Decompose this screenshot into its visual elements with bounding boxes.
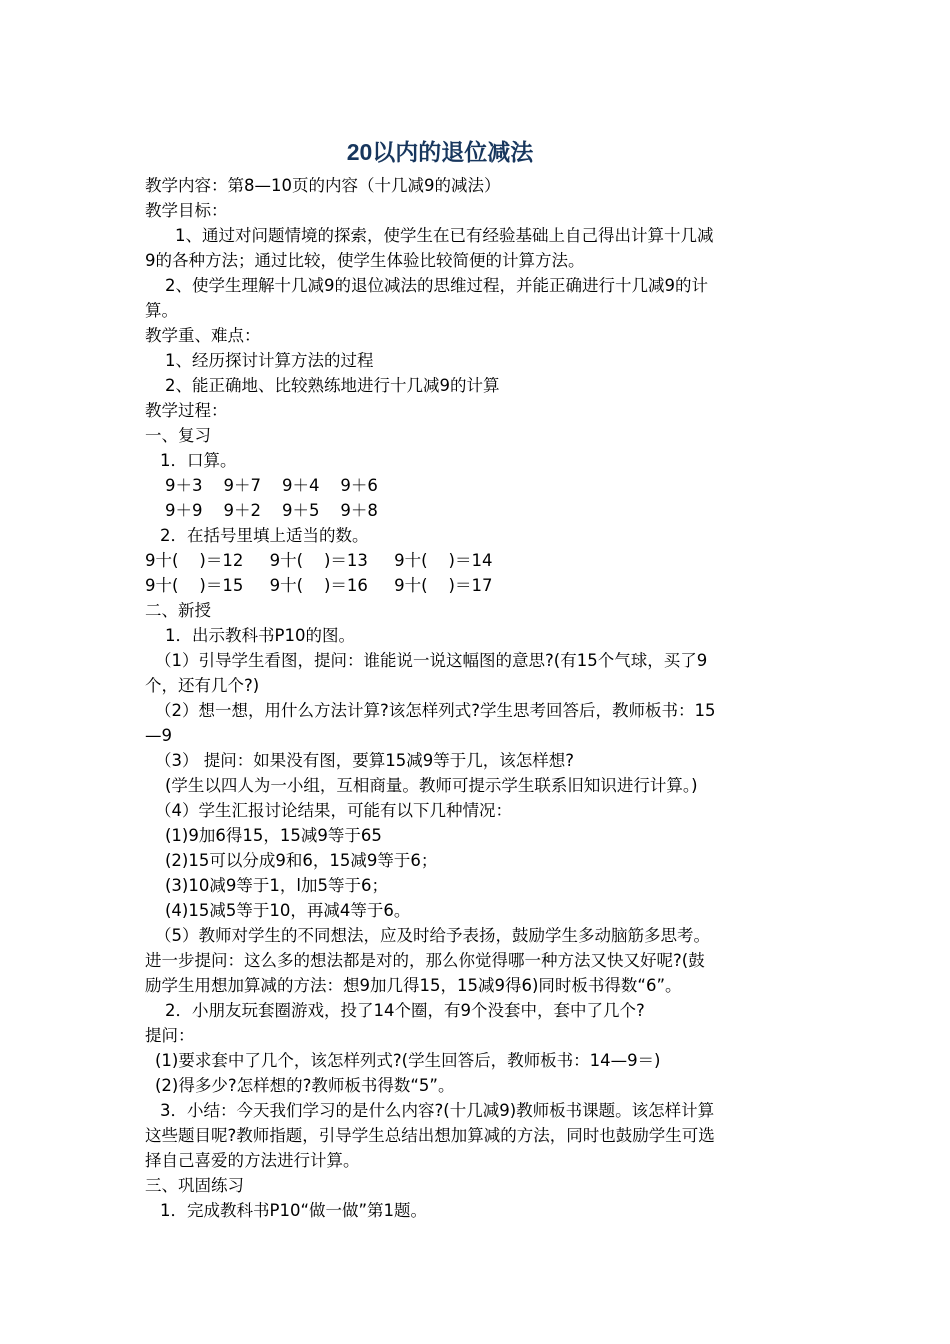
text-line: (学生以四人为一小组，互相商量。教师可提示学生联系旧知识进行计算。) bbox=[165, 776, 698, 795]
text-line: (1)9加6得15，15减9等于65 bbox=[165, 826, 382, 845]
text-line: （1）引导学生看图，提问：谁能说一说这幅图的意思?(有15个气球，买了9 bbox=[155, 651, 708, 670]
text-line: (4)15减5等于10，再减4等于6。 bbox=[165, 901, 411, 920]
text-line: 2、能正确地、比较熟练地进行十几减9的计算 bbox=[165, 376, 500, 395]
text-line: 9的各种方法；通过比较，使学生体验比较简便的计算方法。 bbox=[145, 251, 585, 270]
text-line: 二、新授 bbox=[145, 601, 211, 620]
text-line: 2．在括号里填上适当的数。 bbox=[160, 526, 369, 545]
text-line: (1)要求套中了几个，该怎样列式?(学生回答后，教师板书：14—9＝) bbox=[155, 1051, 661, 1070]
text-line: 教学过程： bbox=[145, 401, 228, 420]
document-title: 20以内的退位减法 bbox=[346, 139, 534, 165]
text-line: 教学内容：第8—10页的内容（十几减9的减法） bbox=[145, 176, 501, 195]
text-line: 9＋9 9＋2 9＋5 9＋8 bbox=[165, 501, 378, 520]
text-line: 9＋3 9＋7 9＋4 9＋6 bbox=[165, 476, 378, 495]
text-line: —9 bbox=[145, 726, 172, 745]
text-line: （5）教师对学生的不同想法，应及时给予表扬，鼓励学生多动脑筋多思考。 bbox=[155, 926, 710, 945]
text-line: 1．出示教科书P10的图。 bbox=[165, 626, 355, 645]
text-line: （3） 提问：如果没有图，要算15减9等于几，该怎样想? bbox=[155, 751, 574, 770]
text-line: 9十( )＝12 9十( )＝13 9十( )＝14 bbox=[145, 551, 493, 570]
text-line: 励学生用想加算减的方法：想9加几得15，15减9得6)同时板书得数“6”。 bbox=[145, 976, 682, 995]
text-line: 三、巩固练习 bbox=[145, 1176, 244, 1195]
text-line: （4）学生汇报讨论结果，可能有以下几种情况： bbox=[155, 801, 512, 820]
text-line: 这些题目呢?教师指题，引导学生总结出想加算减的方法，同时也鼓励学生可选 bbox=[145, 1126, 715, 1145]
text-line: 2．小朋友玩套圈游戏，投了14个圈，有9个没套中，套中了几个? bbox=[165, 1001, 645, 1020]
text-line: (2)15可以分成9和6，15减9等于6； bbox=[165, 851, 438, 870]
text-line: 1、通过对问题情境的探索，使学生在已有经验基础上自己得出计算十几减 bbox=[175, 226, 714, 245]
text-line: 2、使学生理解十几减9的退位减法的思维过程，并能正确进行十几减9的计 bbox=[165, 276, 708, 295]
text-line: 3．小结：今天我们学习的是什么内容?(十几减9)教师板书课题。该怎样计算 bbox=[160, 1101, 715, 1120]
text-line: 教学目标： bbox=[145, 201, 228, 220]
text-line: 9十( )＝15 9十( )＝16 9十( )＝17 bbox=[145, 576, 493, 595]
text-line: 1、经历探讨计算方法的过程 bbox=[165, 351, 374, 370]
text-line: 择自己喜爱的方法进行计算。 bbox=[145, 1151, 360, 1170]
text-line: 一、复习 bbox=[145, 426, 211, 445]
text-line: 个，还有几个?) bbox=[145, 676, 260, 695]
text-line: 1．完成教科书P10“做一做”第1题。 bbox=[160, 1201, 428, 1220]
text-line: 进一步提问：这么多的想法都是对的，那么你觉得哪一种方法又快又好呢?(鼓 bbox=[145, 951, 705, 970]
text-line: （2）想一想，用什么方法计算?该怎样列式?学生思考回答后，教师板书：15 bbox=[155, 701, 716, 720]
text-line: 教学重、难点： bbox=[145, 326, 261, 345]
text-line: 1．口算。 bbox=[160, 451, 237, 470]
text-line: 提问： bbox=[145, 1026, 195, 1045]
text-line: (3)10减9等于1，l加5等于6； bbox=[165, 876, 388, 895]
text-line: (2)得多少?怎样想的?教师板书得数“5”。 bbox=[155, 1076, 455, 1095]
text-line: 算。 bbox=[145, 301, 178, 320]
